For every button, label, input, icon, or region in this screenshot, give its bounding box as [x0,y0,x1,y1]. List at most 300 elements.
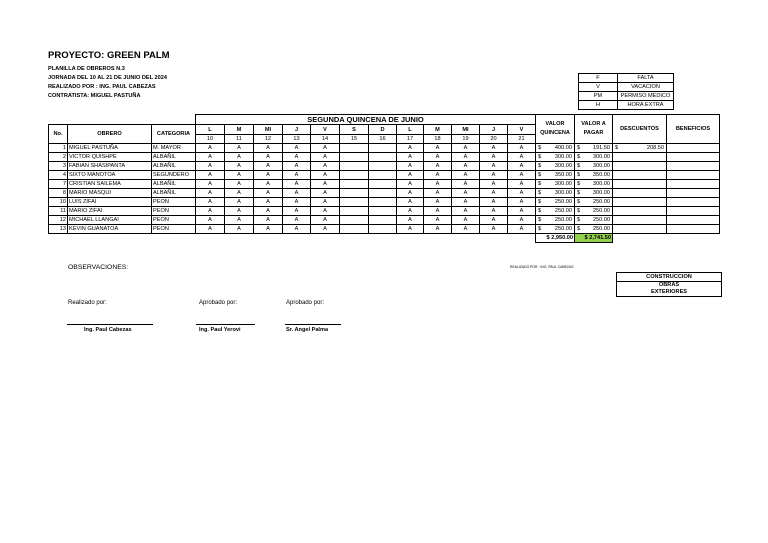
attendance-cell: A [424,153,452,162]
currency-sign: $ [615,145,619,151]
legend-row [579,83,674,92]
attendance-cell: A [225,198,254,207]
row-number: 3 [49,162,68,171]
date-header: 13 [283,135,311,144]
descuentos-cell [613,189,667,198]
valor-quincena: 250.00 [554,217,572,223]
currency-sign: $ [538,190,542,196]
worker-category: PEON [152,207,196,216]
worker-name: KEVIN GUANATOA [68,225,152,234]
valor-quincena-cell [536,216,575,225]
valor-pagar: 250.00 [592,226,610,232]
attendance-cell [369,144,397,153]
table-row [49,180,720,189]
currency-sign: $ [538,208,542,214]
day-header: J [283,125,311,135]
attendance-cell [369,180,397,189]
col-categoria: CATEGORIA [152,125,196,144]
legend-table [578,73,674,110]
attendance-cell [369,162,397,171]
valor-quincena: 350.00 [554,172,572,178]
construction-box [616,272,722,297]
attendance-cell: A [424,207,452,216]
valor-pagar-cell [575,198,613,207]
attendance-cell: A [397,171,424,180]
valor-quincena-cell [536,171,575,180]
valor-quincena-cell [536,162,575,171]
day-header: L [397,125,424,135]
attendance-cell: A [254,207,283,216]
valor-quincena-cell [536,189,575,198]
attendance-cell: A [311,198,340,207]
col-valor-pagar-l1: VALOR A [581,121,606,127]
worker-name: FABIAN SHASIPANTA [68,162,152,171]
attendance-cell: A [196,180,225,189]
attendance-cell: A [424,216,452,225]
beneficios-cell [667,180,720,189]
descuentos-cell [613,153,667,162]
attendance-cell [369,225,397,234]
attendance-cell: A [480,144,508,153]
legend-desc: FALTA [618,74,674,83]
attendance-cell: A [480,171,508,180]
beneficios-cell [667,189,720,198]
descuentos-cell [613,144,667,153]
attendance-cell: A [225,225,254,234]
col-valor-pagar-l2: PAGAR [583,130,604,136]
table-row [49,189,720,198]
valor-pagar-cell [575,216,613,225]
attendance-cell [340,180,369,189]
attendance-cell: A [452,225,480,234]
attendance-cell: A [480,198,508,207]
attendance-cell: A [311,144,340,153]
signature-name-2: Ing. Paul Yerovi [199,327,241,333]
constr-label-1: CONSTRUCCION [617,273,722,282]
attendance-cell: A [225,189,254,198]
day-header: V [508,125,536,135]
attendance-cell: A [283,225,311,234]
total-pagar: $ 2,741.50 [575,234,613,243]
date-header: 16 [369,135,397,144]
valor-quincena: 300.00 [554,163,572,169]
legend-code: H [579,101,618,110]
valor-pagar: 191.50 [592,145,610,151]
valor-quincena-cell [536,225,575,234]
attendance-cell: A [480,180,508,189]
realizado-por-label: Realizado por: [68,300,107,306]
attendance-cell: A [311,171,340,180]
constr-label-2a: OBRAS [658,282,680,288]
beneficios-cell [667,153,720,162]
attendance-cell: A [196,207,225,216]
attendance-cell: A [452,171,480,180]
col-valor-quincena [536,115,575,144]
currency-sign: $ [538,226,542,232]
attendance-cell: A [397,189,424,198]
table-row [49,198,720,207]
worker-category: ALBAÑIL [152,180,196,189]
attendance-cell: A [397,153,424,162]
signature-name-3: Sr. Angel Palma [286,327,329,333]
date-header: 19 [452,135,480,144]
attendance-cell: A [225,171,254,180]
observaciones-label: OBSERVACIONES: [68,264,129,271]
attendance-cell: A [508,216,536,225]
attendance-cell: A [424,198,452,207]
currency-sign: $ [577,190,581,196]
attendance-cell: A [452,207,480,216]
table-row [49,153,720,162]
valor-quincena: 250.00 [554,226,572,232]
table-title: SEGUNDA QUINCENA DE JUNIO [196,115,536,125]
beneficios-cell [667,225,720,234]
total-spacer-right [613,234,720,243]
valor-pagar-cell [575,162,613,171]
attendance-cell: A [225,216,254,225]
legend-desc: HORA EXTRA [618,101,674,110]
attendance-cell: A [452,189,480,198]
descuento-value: 208.50 [646,145,664,151]
currency-sign: $ [538,172,542,178]
date-header: 18 [424,135,452,144]
col-valor-quincena-l2: QUINCENA [540,130,570,136]
valor-pagar: 300.00 [592,163,610,169]
attendance-cell: A [508,189,536,198]
attendance-cell: A [452,162,480,171]
valor-pagar-cell [575,225,613,234]
beneficios-cell [667,207,720,216]
attendance-cell: A [508,144,536,153]
table-row [49,162,720,171]
currency-sign: $ [538,181,542,187]
date-header: 12 [254,135,283,144]
descuentos-cell [613,162,667,171]
valor-quincena-cell [536,144,575,153]
col-beneficios: BENEFICIOS [667,115,720,144]
valor-pagar-cell [575,207,613,216]
attendance-cell: A [196,198,225,207]
currency-sign: $ [538,199,542,205]
beneficios-cell [667,198,720,207]
attendance-cell [340,144,369,153]
valor-pagar-cell [575,171,613,180]
attendance-cell: A [480,162,508,171]
valor-pagar: 250.00 [592,217,610,223]
worker-category: PEON [152,198,196,207]
valor-quincena: 250.00 [554,208,572,214]
col-valor-pagar [575,115,613,144]
currency-sign: $ [577,217,581,223]
valor-quincena-cell [536,153,575,162]
attendance-cell: A [508,153,536,162]
day-header: MI [452,125,480,135]
valor-quincena: 250.00 [554,199,572,205]
attendance-cell: A [254,153,283,162]
attendance-cell: A [397,207,424,216]
worker-category: ALBAÑIL [152,153,196,162]
attendance-cell [340,162,369,171]
attendance-cell: A [225,180,254,189]
day-header: S [340,125,369,135]
attendance-cell [369,171,397,180]
worker-category: PEON [152,216,196,225]
signature-name-1: Ing. Paul Cabezas [84,327,132,333]
date-header: 10 [196,135,225,144]
valor-pagar: 250.00 [592,199,610,205]
attendance-cell: A [397,162,424,171]
col-no: No. [49,125,68,144]
spacer [49,115,196,125]
date-header: 21 [508,135,536,144]
attendance-cell: A [424,144,452,153]
beneficios-cell [667,171,720,180]
attendance-cell: A [424,180,452,189]
attendance-cell: A [424,162,452,171]
attendance-cell: A [283,198,311,207]
descuentos-cell [613,180,667,189]
valor-pagar: 350.00 [592,172,610,178]
day-header: L [196,125,225,135]
attendance-cell: A [196,162,225,171]
attendance-cell: A [254,162,283,171]
valor-quincena: 300.00 [554,181,572,187]
attendance-cell: A [452,144,480,153]
attendance-cell: A [480,189,508,198]
jornada-label: JORNADA DEL 10 AL 21 DE JUNIO DEL 2024 [48,75,167,81]
attendance-cell: A [397,180,424,189]
attendance-table [48,114,720,243]
attendance-cell: A [283,216,311,225]
attendance-cell [369,207,397,216]
worker-category: SEGUNDERO [152,171,196,180]
valor-pagar-cell [575,144,613,153]
col-valor-quincena-l1: VALOR [545,121,565,127]
attendance-cell: A [225,144,254,153]
row-number: 7 [49,180,68,189]
attendance-cell: A [424,171,452,180]
legend-row [579,101,674,110]
worker-name: VICTOR QUISHPE [68,153,152,162]
day-header: D [369,125,397,135]
date-header: 17 [397,135,424,144]
worker-name: MICHAEL LLANGAI [68,216,152,225]
attendance-cell: A [452,180,480,189]
legend-row [579,74,674,83]
valor-pagar: 300.00 [592,181,610,187]
attendance-cell: A [311,225,340,234]
attendance-cell: A [283,171,311,180]
day-header: V [311,125,340,135]
realizado-label: REALIZADO POR : ING. PAUL CABEZAS [48,84,156,90]
currency-sign: $ [577,226,581,232]
row-number: 13 [49,225,68,234]
attendance-cell: A [283,207,311,216]
attendance-cell: A [225,207,254,216]
attendance-cell [340,198,369,207]
valor-pagar: 300.00 [592,154,610,160]
total-spacer [49,234,536,243]
attendance-cell: A [311,162,340,171]
signature-line-2 [196,324,255,325]
date-header: 20 [480,135,508,144]
descuentos-cell [613,225,667,234]
col-descuentos: DESCUENTOS [613,115,667,144]
worker-category: ALBAÑIL [152,189,196,198]
attendance-cell: A [283,180,311,189]
attendance-cell: A [196,153,225,162]
attendance-cell: A [311,207,340,216]
row-number: 10 [49,198,68,207]
attendance-cell: A [254,171,283,180]
beneficios-cell [667,144,720,153]
attendance-cell: A [508,180,536,189]
attendance-cell: A [508,207,536,216]
attendance-cell [340,225,369,234]
attendance-cell: A [452,198,480,207]
worker-name: CRISTIAN SAILEMA [68,180,152,189]
attendance-cell: A [397,216,424,225]
valor-quincena: 400.00 [554,145,572,151]
currency-sign: $ [577,172,581,178]
attendance-cell: A [196,225,225,234]
project-title: PROYECTO: GREEN PALM [48,50,170,61]
legend-desc: PERMISO MEDICO [618,92,674,101]
attendance-cell [340,189,369,198]
col-obrero: OBRERO [68,125,152,144]
attendance-cell: A [283,189,311,198]
attendance-cell: A [424,225,452,234]
currency-sign: $ [577,208,581,214]
descuentos-cell [613,216,667,225]
attendance-cell: A [254,216,283,225]
attendance-cell: A [311,189,340,198]
currency-sign: $ [538,163,542,169]
currency-sign: $ [538,217,542,223]
worker-name: MARIO MASQUI [68,189,152,198]
legend-code: F [579,74,618,83]
constr-label-2b: EXTERIORES [650,289,688,295]
date-header: 14 [311,135,340,144]
day-header: MI [254,125,283,135]
currency-sign: $ [577,145,581,151]
table-row [49,144,720,153]
row-number: 1 [49,144,68,153]
worker-category: M. MAYOR [152,144,196,153]
currency-sign: $ [577,181,581,187]
constr-label-2 [617,282,722,297]
attendance-cell: A [225,153,254,162]
contratista-label: CONTRATISTA: MIGUEL PASTUÑA [48,93,141,99]
valor-pagar-cell [575,189,613,198]
attendance-cell: A [196,144,225,153]
beneficios-cell [667,216,720,225]
attendance-cell [340,171,369,180]
attendance-cell: A [480,225,508,234]
attendance-cell: A [452,216,480,225]
worker-category: PEON [152,225,196,234]
row-number: 12 [49,216,68,225]
table-row [49,171,720,180]
currency-sign: $ [577,199,581,205]
attendance-cell: A [508,225,536,234]
attendance-cell: A [254,144,283,153]
attendance-cell: A [283,162,311,171]
attendance-cell [340,207,369,216]
attendance-cell [369,198,397,207]
attendance-cell: A [254,225,283,234]
signature-line-1 [67,324,153,325]
currency-sign: $ [577,154,581,160]
legend-code: V [579,83,618,92]
attendance-cell [340,216,369,225]
day-header: M [424,125,452,135]
attendance-cell [369,153,397,162]
attendance-cell: A [480,153,508,162]
attendance-cell: A [397,198,424,207]
date-header: 15 [340,135,369,144]
total-valor: $ 2,950.00 [536,234,575,243]
attendance-cell: A [283,153,311,162]
aprobado-por-label-1: Aprobado por: [199,300,238,306]
table-row [49,225,720,234]
attendance-cell: A [480,207,508,216]
valor-quincena-cell [536,198,575,207]
attendance-cell: A [397,144,424,153]
attendance-cell: A [225,162,254,171]
attendance-cell: A [196,189,225,198]
attendance-cell: A [397,225,424,234]
attendance-cell: A [196,171,225,180]
worker-name: MIGUEL PASTUÑA [68,144,152,153]
attendance-cell: A [254,180,283,189]
row-number: 4 [49,171,68,180]
date-header: 11 [225,135,254,144]
attendance-cell: A [311,216,340,225]
attendance-cell: A [311,180,340,189]
day-header: J [480,125,508,135]
attendance-cell: A [508,162,536,171]
currency-sign: $ [538,145,542,151]
valor-pagar: 250.00 [592,208,610,214]
valor-quincena-cell [536,207,575,216]
valor-quincena: 300.00 [554,154,572,160]
worker-name: SIXTO MANOTOA [68,171,152,180]
row-number: 8 [49,189,68,198]
worker-name: LUIS ZIFAI [68,198,152,207]
legend-row [579,92,674,101]
attendance-cell [369,216,397,225]
worker-name: MARIO ZIFAI [68,207,152,216]
attendance-cell [340,153,369,162]
attendance-cell: A [311,153,340,162]
legend-code: PM [579,92,618,101]
attendance-cell: A [508,171,536,180]
attendance-cell: A [254,198,283,207]
aprobado-por-label-2: Aprobado por: [286,300,325,306]
attendance-cell: A [196,216,225,225]
attendance-cell: A [283,144,311,153]
valor-pagar-cell [575,180,613,189]
valor-quincena-cell [536,180,575,189]
beneficios-cell [667,162,720,171]
attendance-cell: A [424,189,452,198]
signature-line-3 [285,324,341,325]
attendance-cell [369,189,397,198]
attendance-cell: A [452,153,480,162]
attendance-cell: A [254,189,283,198]
planilla-label: PLANILLA DE OBREROS N.3 [48,66,125,72]
